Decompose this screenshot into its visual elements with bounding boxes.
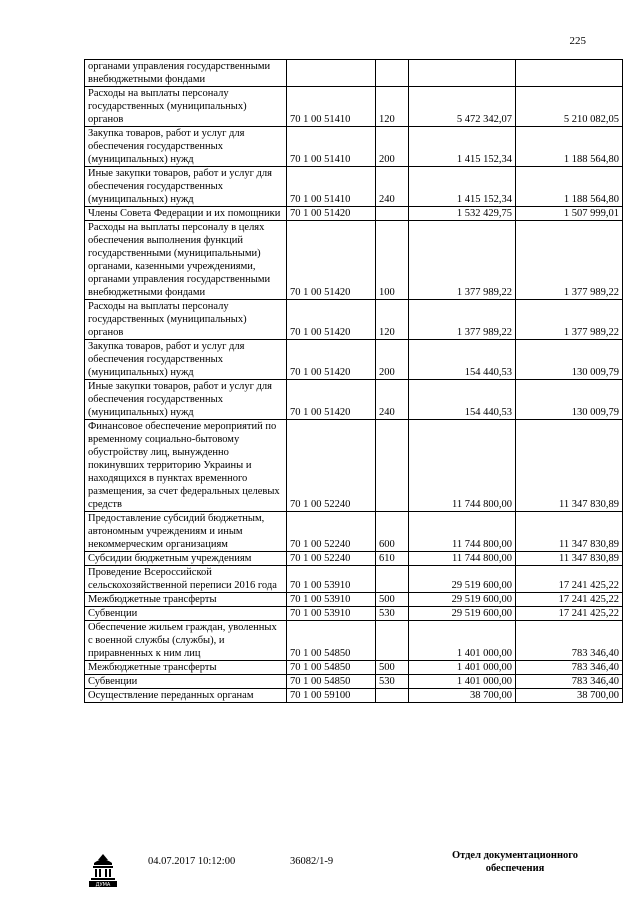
table-row bbox=[85, 661, 623, 675]
cell-vr: 120 bbox=[376, 300, 409, 340]
footer-timestamp: 04.07.2017 10:12:00 bbox=[148, 856, 236, 867]
cell-amount-2017: 1 377 989,22 bbox=[516, 221, 623, 300]
cell-amount-2016: 1 401 000,00 bbox=[409, 661, 516, 675]
cell-vr: 200 bbox=[376, 127, 409, 167]
page-footer bbox=[0, 845, 640, 905]
cell-code: 70 1 00 51420 bbox=[287, 221, 376, 300]
cell-vr: 500 bbox=[376, 661, 409, 675]
footer-department bbox=[440, 849, 590, 875]
cell-name: Субсидии бюджетным учреждениям bbox=[85, 552, 287, 566]
cell-code bbox=[287, 60, 376, 87]
cell-vr bbox=[376, 566, 409, 593]
cell-name: Субвенции bbox=[85, 607, 287, 621]
cell-amount-2017: 38 700,00 bbox=[516, 689, 623, 703]
table-row bbox=[85, 420, 623, 512]
cell-amount-2017: 11 347 830,89 bbox=[516, 552, 623, 566]
cell-code: 70 1 00 52240 bbox=[287, 552, 376, 566]
cell-code: 70 1 00 51420 bbox=[287, 340, 376, 380]
logo-text: ДУМА bbox=[95, 882, 111, 888]
footer-doc-number: 36082/1-9 bbox=[290, 856, 334, 867]
table-row bbox=[85, 60, 623, 87]
cell-amount-2017: 1 377 989,22 bbox=[516, 300, 623, 340]
cell-vr: 500 bbox=[376, 593, 409, 607]
cell-code: 70 1 00 52240 bbox=[287, 420, 376, 512]
cell-code: 70 1 00 51420 bbox=[287, 207, 376, 221]
cell-name: Предоставление субсидий бюджетным, автономным учреждениям и иным некоммерческим организациям bbox=[85, 512, 287, 552]
cell-amount-2016: 154 440,53 bbox=[409, 380, 516, 420]
cell-amount-2017: 130 009,79 bbox=[516, 340, 623, 380]
duma-logo-icon bbox=[86, 851, 120, 889]
cell-amount-2017: 783 346,40 bbox=[516, 661, 623, 675]
cell-amount-2016: 11 744 800,00 bbox=[409, 512, 516, 552]
footer-department-line1: Отдел документационного bbox=[451, 850, 579, 861]
footer-department-line2: обеспечения bbox=[485, 863, 545, 874]
cell-amount-2016: 1 532 429,75 bbox=[409, 207, 516, 221]
cell-amount-2016: 11 744 800,00 bbox=[409, 552, 516, 566]
table-row bbox=[85, 566, 623, 593]
table-row bbox=[85, 593, 623, 607]
budget-table bbox=[84, 59, 623, 703]
cell-code: 70 1 00 54850 bbox=[287, 661, 376, 675]
table-row bbox=[85, 380, 623, 420]
cell-code: 70 1 00 51410 bbox=[287, 127, 376, 167]
cell-amount-2016: 29 519 600,00 bbox=[409, 607, 516, 621]
cell-amount-2016: 1 377 989,22 bbox=[409, 221, 516, 300]
cell-vr: 600 bbox=[376, 512, 409, 552]
table-row bbox=[85, 675, 623, 689]
cell-vr bbox=[376, 689, 409, 703]
cell-amount-2016: 154 440,53 bbox=[409, 340, 516, 380]
cell-vr: 530 bbox=[376, 607, 409, 621]
cell-name: Обеспечение жильем граждан, уволенных с военной службы (службы), и приравненных к ним лиц bbox=[85, 621, 287, 661]
cell-amount-2017: 1 507 999,01 bbox=[516, 207, 623, 221]
cell-vr: 120 bbox=[376, 87, 409, 127]
table-row bbox=[85, 512, 623, 552]
cell-name: органами управления государственными внебюджетными фондами bbox=[85, 60, 287, 87]
cell-amount-2017: 130 009,79 bbox=[516, 380, 623, 420]
cell-name: Проведение Всероссийской сельскохозяйственной переписи 2016 года bbox=[85, 566, 287, 593]
budget-table-body bbox=[85, 60, 623, 703]
table-row bbox=[85, 87, 623, 127]
cell-vr: 530 bbox=[376, 675, 409, 689]
cell-amount-2016: 29 519 600,00 bbox=[409, 566, 516, 593]
table-row bbox=[85, 552, 623, 566]
cell-amount-2016: 1 401 000,00 bbox=[409, 621, 516, 661]
table-row bbox=[85, 207, 623, 221]
cell-code: 70 1 00 51410 bbox=[287, 167, 376, 207]
table-row bbox=[85, 167, 623, 207]
cell-amount-2017: 17 241 425,22 bbox=[516, 607, 623, 621]
cell-name: Расходы на выплаты персоналу государственных (муниципальных) органов bbox=[85, 300, 287, 340]
cell-name: Иные закупки товаров, работ и услуг для обеспечения государственных (муниципальных) нужд bbox=[85, 380, 287, 420]
cell-vr: 610 bbox=[376, 552, 409, 566]
cell-amount-2016: 29 519 600,00 bbox=[409, 593, 516, 607]
cell-code: 70 1 00 53910 bbox=[287, 566, 376, 593]
cell-amount-2016: 5 472 342,07 bbox=[409, 87, 516, 127]
cell-amount-2017: 11 347 830,89 bbox=[516, 512, 623, 552]
cell-amount-2017: 1 188 564,80 bbox=[516, 167, 623, 207]
cell-amount-2017: 783 346,40 bbox=[516, 675, 623, 689]
cell-name: Межбюджетные трансферты bbox=[85, 661, 287, 675]
cell-name: Субвенции bbox=[85, 675, 287, 689]
cell-name: Расходы на выплаты персоналу государственных (муниципальных) органов bbox=[85, 87, 287, 127]
cell-amount-2017: 17 241 425,22 bbox=[516, 593, 623, 607]
table-row bbox=[85, 621, 623, 661]
cell-code: 70 1 00 54850 bbox=[287, 675, 376, 689]
cell-code: 70 1 00 53910 bbox=[287, 607, 376, 621]
cell-vr: 240 bbox=[376, 380, 409, 420]
cell-code: 70 1 00 51420 bbox=[287, 380, 376, 420]
cell-code: 70 1 00 53910 bbox=[287, 593, 376, 607]
cell-code: 70 1 00 54850 bbox=[287, 621, 376, 661]
cell-amount-2017: 783 346,40 bbox=[516, 621, 623, 661]
cell-name: Финансовое обеспечение мероприятий по временному социально-бытовому обустройству лиц, вынужденно покинувших территорию Украины и находящихся в пунктах временного размещения, за счет федеральных целевых средств bbox=[85, 420, 287, 512]
cell-name: Осуществление переданных органам bbox=[85, 689, 287, 703]
cell-amount-2017: 11 347 830,89 bbox=[516, 420, 623, 512]
table-row bbox=[85, 300, 623, 340]
cell-amount-2016: 38 700,00 bbox=[409, 689, 516, 703]
table-row bbox=[85, 340, 623, 380]
page-number: 225 bbox=[569, 35, 586, 47]
cell-vr bbox=[376, 60, 409, 87]
cell-code: 70 1 00 51410 bbox=[287, 87, 376, 127]
cell-name: Иные закупки товаров, работ и услуг для обеспечения государственных (муниципальных) нужд bbox=[85, 167, 287, 207]
cell-vr: 200 bbox=[376, 340, 409, 380]
cell-amount-2016: 11 744 800,00 bbox=[409, 420, 516, 512]
cell-vr: 240 bbox=[376, 167, 409, 207]
cell-amount-2016: 1 415 152,34 bbox=[409, 167, 516, 207]
table-row bbox=[85, 607, 623, 621]
cell-amount-2016: 1 415 152,34 bbox=[409, 127, 516, 167]
cell-amount-2017 bbox=[516, 60, 623, 87]
cell-amount-2017: 1 188 564,80 bbox=[516, 127, 623, 167]
cell-code: 70 1 00 51420 bbox=[287, 300, 376, 340]
cell-code: 70 1 00 52240 bbox=[287, 512, 376, 552]
cell-vr bbox=[376, 621, 409, 661]
cell-name: Межбюджетные трансферты bbox=[85, 593, 287, 607]
cell-code: 70 1 00 59100 bbox=[287, 689, 376, 703]
table-row bbox=[85, 221, 623, 300]
cell-name: Закупка товаров, работ и услуг для обеспечения государственных (муниципальных) нужд bbox=[85, 127, 287, 167]
table-row bbox=[85, 127, 623, 167]
cell-amount-2016 bbox=[409, 60, 516, 87]
cell-vr bbox=[376, 420, 409, 512]
cell-name: Расходы на выплаты персоналу в целях обеспечения выполнения функций государственными (муниципальными) органами, казенными учреждениями, органами управления государственными внебюджетными фондами bbox=[85, 221, 287, 300]
cell-vr: 100 bbox=[376, 221, 409, 300]
cell-amount-2016: 1 401 000,00 bbox=[409, 675, 516, 689]
cell-amount-2016: 1 377 989,22 bbox=[409, 300, 516, 340]
table-row bbox=[85, 689, 623, 703]
cell-name: Закупка товаров, работ и услуг для обеспечения государственных (муниципальных) нужд bbox=[85, 340, 287, 380]
cell-amount-2017: 17 241 425,22 bbox=[516, 566, 623, 593]
cell-name: Члены Совета Федерации и их помощники bbox=[85, 207, 287, 221]
cell-amount-2017: 5 210 082,05 bbox=[516, 87, 623, 127]
cell-vr bbox=[376, 207, 409, 221]
